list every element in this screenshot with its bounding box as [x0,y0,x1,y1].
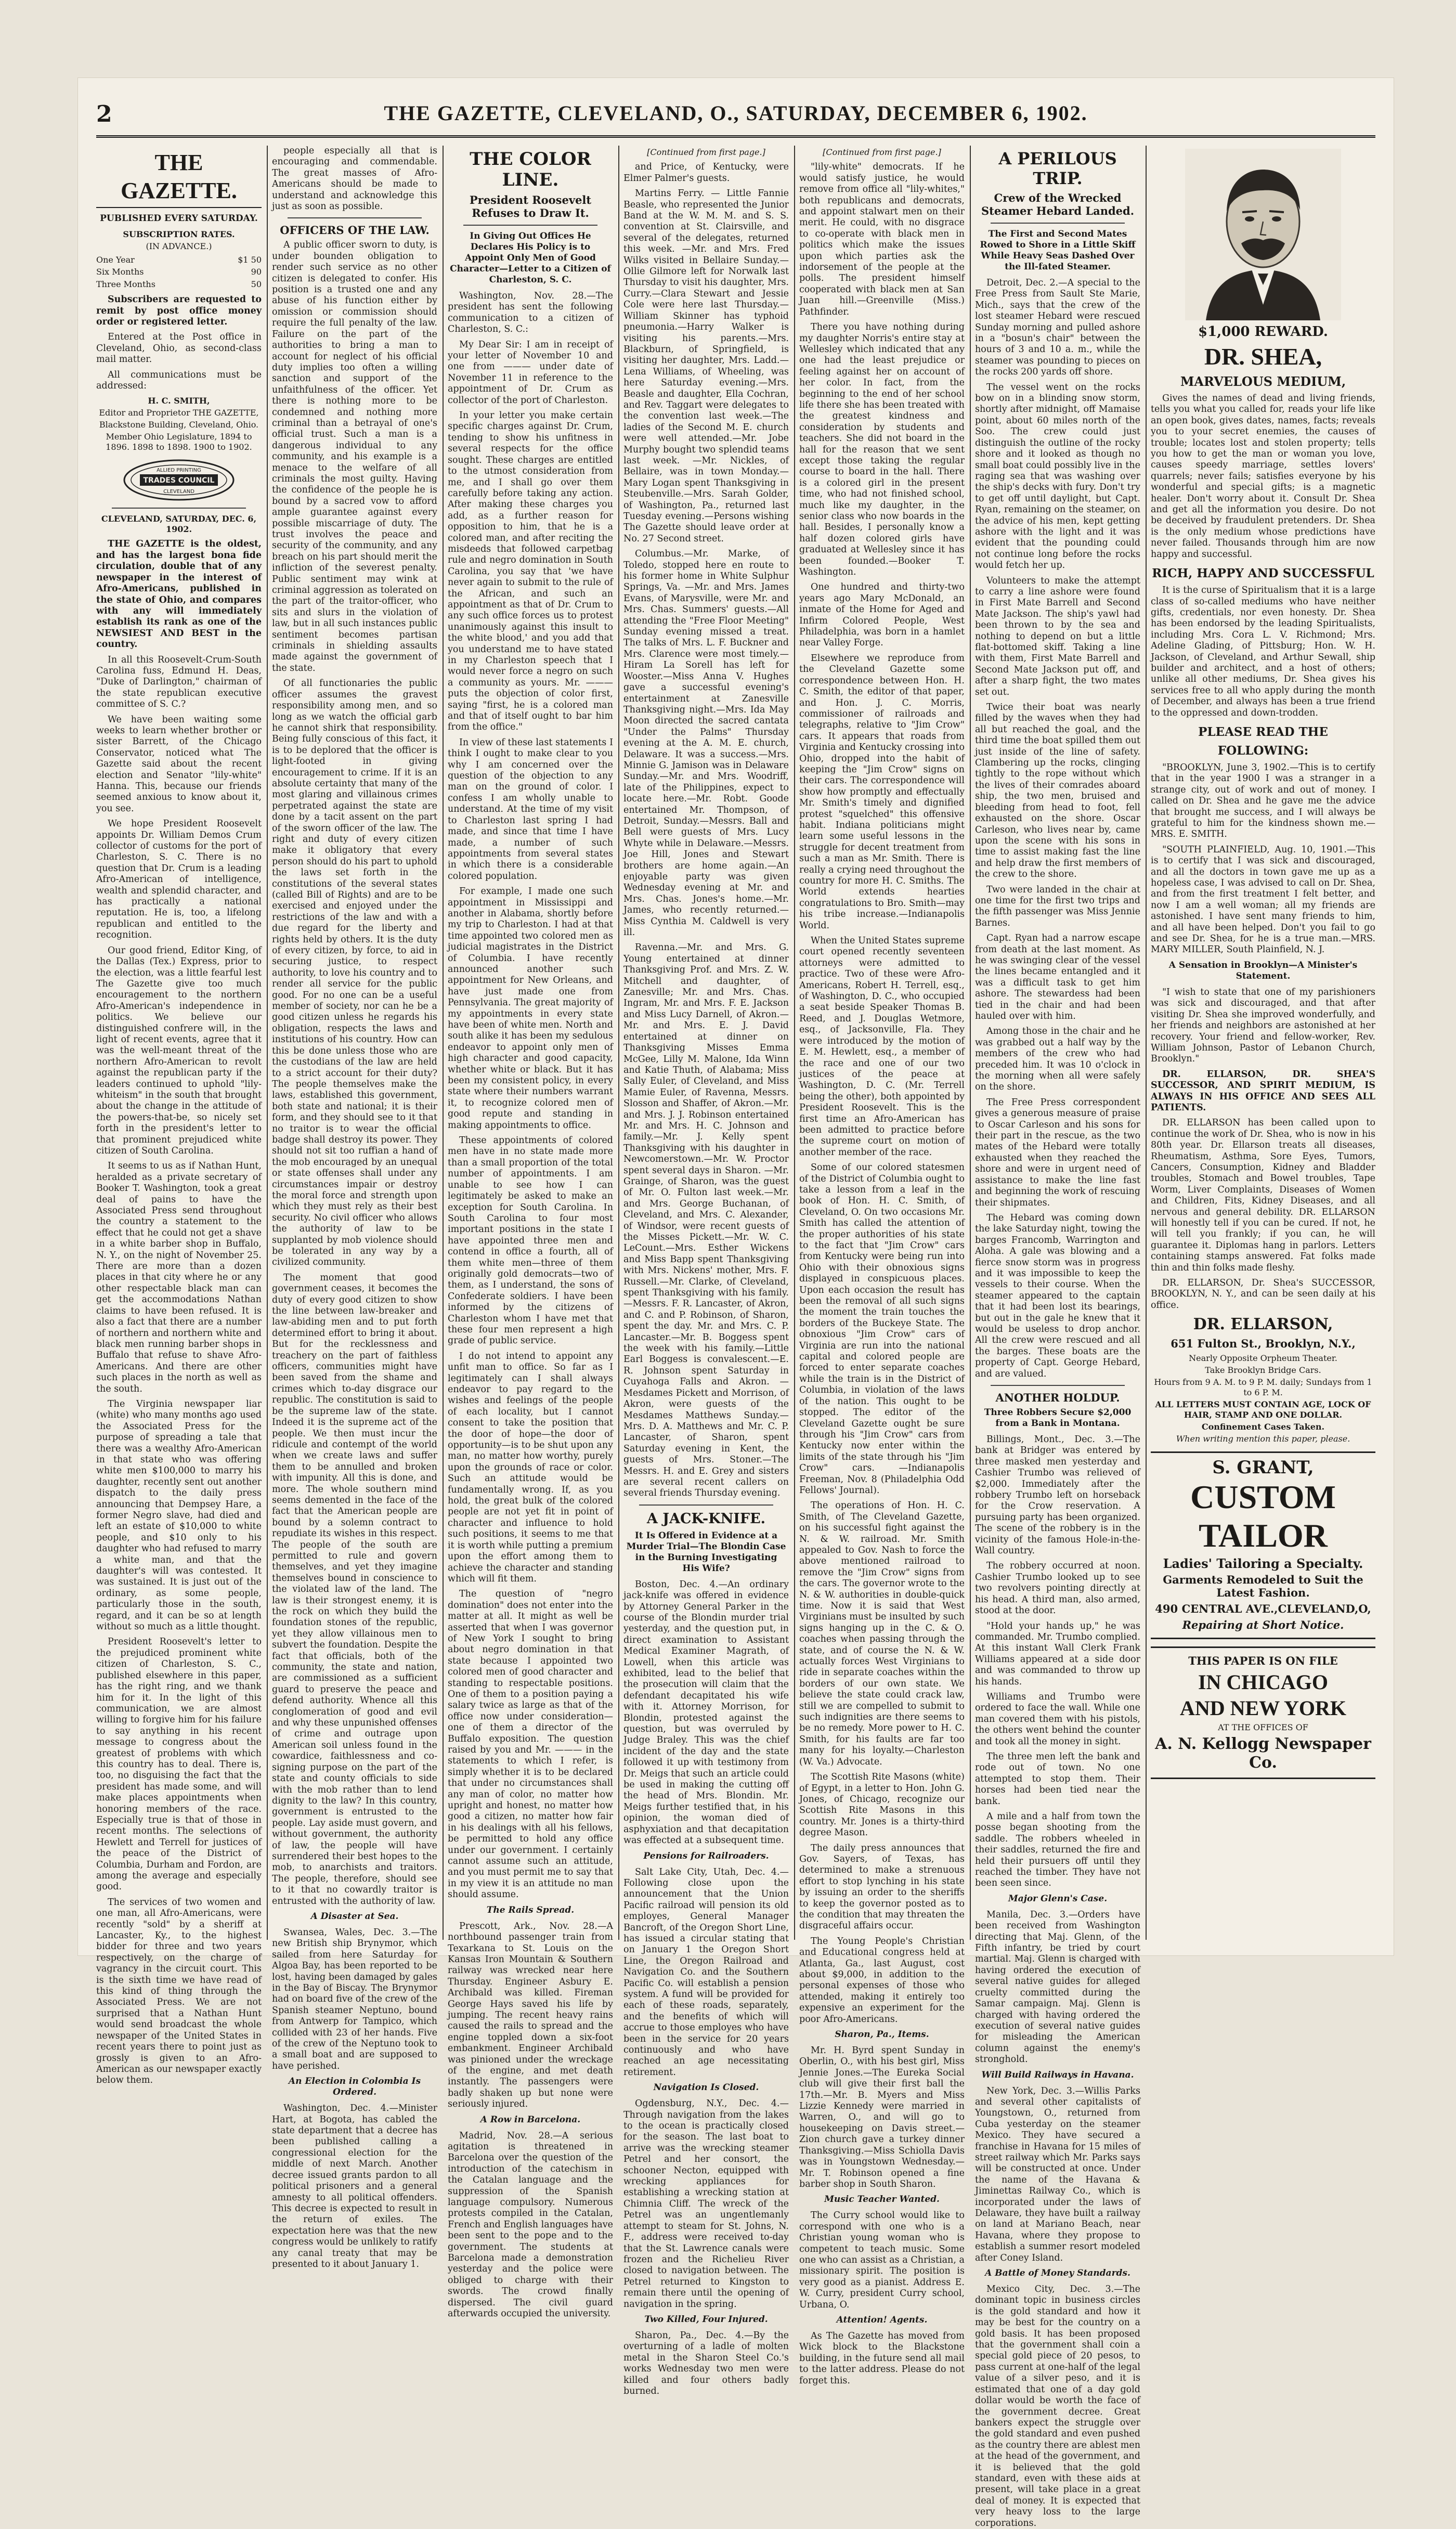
divider [288,217,422,218]
divider [991,223,1125,224]
color-line-subheading: President Roosevelt Refuses to Draw It. [469,193,592,219]
column-4 [623,146,789,2396]
sub-heading: Will Build Railways in Havana. [981,2069,1134,2080]
column-rule [618,146,619,1940]
ellarson-address: 651 Fulton St., Brooklyn, N.Y., [1171,1337,1356,1351]
article-paragraph: "lily-white" democrats. If he would satisfy justice, he would remove from office all "lily-whites," both republicans and democrats, and appoint stalwart men on their merit. He could, with no disgrace to co-operate with black men in politics which make the issues upon which parties ask the indorsement of the people at the polls. The president himself cooperated with black men at San Juan hill.—Greenville (Miss.) Pathfinder. [799,162,965,317]
article-paragraph: The robbery occurred at noon. Cashier Trumbo looked up to see two revolvers pointing directly at his head. A third man, also armed, stood at the door. [975,1561,1140,1616]
article-paragraph: Madrid, Nov. 28.—A serious agitation is threatened in Barcelona over the question of the introduction of the catechism in the Catalan language and the suppression of the Spanish language compulsory. Numerous protests compiled in the Catalan, French and English languages have been sent to the pope and to the government. The students at Barcelona made a demonstration yesterday and the police were obliged to charge with their swords. The crowd finally dispersed. The civil guard afterwards occupied the university. [448,2130,613,2319]
article-paragraph: These appointments of colored men have in no state made more than a small proportion of the total number of appointments. I am unable to see how I can legitimately be asked to make an exception for South Carolina. In South Carolina to four most important positions in the state I have appointed three men and contend in office a fourth, all of them white men—three of them originally gold democrats—two of them, as I understand, the sons of Confederate soldiers. I have been informed by the citizens of Charleston whom I have met that these four men represent a high grade of public service. [448,1135,613,1346]
sub-heading: Music Teacher Wanted. [824,2194,940,2205]
dr-shea-portrait [1185,149,1341,320]
article-paragraph: Mexico City, Dec. 3.—The dominant topic in business circles is the gold standard and how it may be best for the country on a gold basis. It has been proposed that the government shall coin a special gold piece of 20 pesos, to pass current at one-half of the legal value of a silver peso, and it is estimated that one of a day gold dollar would be worth the face of the government decree. Great bankers expect the struggle over the gold standard and even pushed as the country there are ablest men at the head of the government, and it is believed that the gold standard, even with these aids at present, will take place in a great deal of money. It is expected that very heavy loss to the large corporations. [975,2284,1140,2528]
color-line-deck: In Giving Out Offices He Declares His Policy is to Appoint Only Men of Good Character—Letter to a Citizen of Charleston, S. C. [450,231,611,285]
editor-title: Editor and Proprietor THE GAZETTE, [99,408,259,418]
mention-line: When writing mention this paper, please. [1176,1434,1350,1444]
article-paragraph: The Hebard was coming down the lake Saturday night, towing the barges Francomb, Warrington and Aloha. A gale was blowing and a fierce snow storm was in progress and it was impossible to keep the vessels to their course. When the steamer appeared to the captain that it had been lost its bearings, but out in the gale he knew that it would be useless to drop anchor. All the crew were rescued and all the barges. These boats are the property of Capt. George Hebard, and are valued. [975,1212,1140,1379]
rate-label: Six Months [96,267,144,277]
article-paragraph: New York, Dec. 3.—Willis Parks and several other capitalists of Youngstown, O., returned from Cuba yesterday on the steamer Mexico. They have secured a franchise in Havana for 15 miles of street railway which Mr. Parks says will be constructed at once. Under the name of the Havana & Jiminettas Railway Co., which is incorporated under the laws of Delaware, they have built a railway on land at Mariano Beach, near Havana, where they propose to establish a summer resort modeled after Coney Island. [975,2085,1140,2263]
article-paragraph: Washington, Nov. 28.—The president has sent the following communication to a citizen of Charleston, S. C.: [448,291,613,335]
remit-notice: Subscribers are requested to remit by post office money order or registered letter. [96,294,262,328]
sub-heading: Attention! Agents. [836,2314,928,2325]
article-paragraph: Ogdensburg, N.Y., Dec. 4.—Through navigation from the lakes to the ocean is practically closed for the season. The last boat to arrive was the wrecking steamer Petrel and her consort, the schooner Necton, equipped with wrecking appliances for establishing a wrecking station at Chimnia Cliff. The wreck of the Petrel was an ungentlemanly attempt to steam for St. Johns, N. F., address were received to-day that the St. Lawrence canals were frozen and the Richelieu River closed to navigation between. The Petrel returned to Kingston to remain there until the opening of navigation in the spring. [623,2098,789,2310]
rate-label: One Year [96,255,135,265]
article-paragraph: The question of "negro domination" does not enter into the matter at all. It might as well be asserted that when I was governor of New York I sought to bring about negro domination in that state because I appointed two colored men of good character and standing to respectable positions. One of them to a position paying a salary twice as large as that of the office now under consideration—one of them a director of the Buffalo exposition. The question raised by you and Mr. ——— in the statements to which I refer, is simply whether it is to be declared that under no circumstances shall any man of color, no matter how upright and honest, no matter how good a citizen, no matter how fair in his dealings with all his fellows, be permitted to hold any office under our government. I certainly cannot assume such an attitude, and you must permit me to say that in my view it is an attitude no man should assume. [448,1589,613,1900]
article-paragraph: A mile and a half from town the posse began shooting from the saddle. The robbers wheeled in their saddles, returned the fire and held their pursuers off until they reached the timber. They have not been seen since. [975,1811,1140,1889]
rate-value: $1 50 [238,255,262,265]
jack-knife-deck: It Is Offered in Evidence at a Murder Trial—The Blondin Case in the Burning Investigating His Wife? [626,1530,786,1574]
article-paragraph: Washington, Dec. 4.—Minister Hart, at Bogota, has cabled the state department that a decree has been published calling a congressional election for the middle of next March. Another decree issued grants pardon to all political prisoners and a general amnesty to all political offenders. This decree is expected to result in the return of exiles. The expectation here was that the new congress would be unlikely to ratify any canal treaty that may be presented to it about January 1. [272,2103,437,2269]
ad-paragraph: DR. ELLARSON, Dr. Shea's SUCCESSOR, BROOKLYN, N. Y., and can be seen daily at his office. [1151,1278,1375,1311]
article-paragraph: "Hold your hands up," he was commanded. Mr. Trumbo complied. At this instant Wall Clerk Frank Williams appeared at a side door and was commanded to throw up his hands. [975,1620,1140,1687]
column-rule [970,146,971,1940]
article-paragraph: Twice their boat was nearly filled by the waves when they had all but reached the goal, and the third time the boat spilled them out just inside of the line of safety. Clambering up the rocks, clinging tightly to the rope without which the lives of their comrades aboard ship, the two men, bruised and bleeding from head to foot, fell exhausted on the shore. Oscar Carleson, who lives near by, came upon the scene with his sons in time to assist making fast the line and help draw the first members of the crew to the shore. [975,702,1140,880]
entered-notice: Entered at the Post office in Cleveland, Ohio, as second-class mail matter. [96,332,262,365]
masthead-title: THE GAZETTE, CLEVELAND, O., SATURDAY, DECEMBER 6, 1902. [384,101,1088,125]
sub-heading: A Row in Barcelona. [480,2114,581,2125]
article-paragraph: My Dear Sir: I am in receipt of your letter of November 10 and one from ——— under date of November 11 in reference to the appointment of Dr. Crum as collector of the port of Charleston. [448,339,613,406]
emblem-top-text: ALLIED PRINTING [157,468,201,474]
dr-shea-name: DR. SHEA, [1204,343,1322,370]
article-paragraph: The Free Press correspondent gives a generous measure of praise to Oscar Carleson and his sons for their part in the rescue, as the two mates of the Hebard were totally exhausted when they reached the shore and were in urgent need of assistance to make the line fast and beginning the work of rescuing their shipmates. [975,1097,1140,1208]
article-paragraph: The vessel went on the rocks bow on in a blinding snow storm, shortly after midnight, off Mamaise point, about 60 miles north of the Soo. The crew could just distinguish the outline of the rocky shore and it looked as though no small boat could possibly live in the raging sea that was washing over the ship's decks with fury. Don't try to get off until daylight, but Capt. Ryan, remaining on the steamer, on the advice of his men, kept getting ashore with the light and it was evident that the pounding could not continue long before the rocks would fetch her up. [975,382,1140,571]
editorial-paragraphs [96,655,262,2086]
holdup-heading: ANOTHER HOLDUP. [995,1391,1120,1404]
page-number: 2 [96,101,112,127]
gazette-flag: THE GAZETTE. [96,149,262,208]
article-paragraph: Capt. Ryan had a narrow escape from death at the last moment. As he was swinging clear of the vessel the lines became entangled and it was a difficult task to get him ashore. The stewardess had been tied in the chair and had been hauled over with him. [975,933,1140,1021]
please-read-line: PLEASE READ THE FOLLOWING: [1198,724,1328,758]
sub-heading: Navigation Is Closed. [653,2082,759,2093]
divider [991,1385,1125,1386]
successor-notice: DR. ELLARSON, DR. SHEA'S SUCCESSOR, AND SPIRIT MEDIUM, IS ALWAYS IN HIS OFFICE AND SEES ALL PATIENTS. [1151,1069,1375,1113]
sub-heading: The Rails Spread. [486,1904,575,1915]
jack-knife-heading: A JACK-KNIFE. [646,1510,766,1527]
article-paragraph: Two were landed in the chair at one time for the first two trips and the fifth passenger was Miss Jennie Barnes. [975,884,1140,928]
sub-heading: Major Glenn's Case. [1008,1893,1108,1904]
article-paragraph: Of all functionaries the public officer assumes the gravest responsibility among men, and so long as we watch the official garb he cannot shirk that responsibility. Being fully conscious of this fact, it is to be deplored that the officer is light-footed in giving encouragement to crime. If it is an absolute certainty that many of the most glaring and villainous crimes perpetrated against the state are done by a tacit assent on the part of the sworn officer of the law. The right and duty of every citizen make it obligatory that every person should do his part to uphold the laws set forth in the constitutions of the several states (called Bill of Rights) and are to be exercised and enjoyed under the restrictions of the law and with a due regard for the liberty and rights held by others. It is the duty of every citizen, by force, to aid in securing justice, to respect authority, to love his country and to render all service for the public good. For no one can be a useful member of society, nor can he be a good citizen unless he regards his obligation, respects the laws and institutions of his country. How can this be done unless those who are the custodians of the law are held to a strict account for their duty? The people themselves make the laws, established this government, both state and national; it is their form, and they should see to it that no traitor is to wear the official badge shall destroy its power. They should not sit too ruffian a hand of the mob encouraged by an unequal or state offenses shall under any circumstances impair or destroy the moral force and strength upon which they must rely as their best security. No civil officer who allows the authority of law to be supplanted by mob violence should be tolerated in any way by a civilized community. [272,678,437,1268]
union-label-emblem [122,458,236,502]
sub-heading: Pensions for Railroaders. [643,1850,769,1861]
reward-line: $1,000 REWARD. [1198,324,1328,340]
dr-shea-title: MARVELOUS MEDIUM, [1180,374,1346,389]
column-3 [448,146,613,2319]
article-paragraph: Volunteers to make the attempt to carry a line ashore were found in First Mate Barrell and Second Mate Jackson. The ship's yawl had been thrown to by the sea and nothing to depend on but a little flat-bottomed skiff. Taking a line with them, First Mate Barrell and Second Mate Jackson put off, and after a sharp fight, the two mates set out. [975,575,1140,697]
tailor-word: TAILOR [1199,1517,1328,1554]
address-line: All communications must be addressed: [96,369,262,392]
editorial-paragraph: We have been waiting some weeks to learn whether brother or sister Barrett, of the Chicago Conservator, noticed what The Gazette said about the recent election and Senator "lily-white" Hanna. This, because our friends seemed anxious to know about it, you see. [96,714,262,814]
rates-row [96,278,262,290]
editorial-paragraph: We hope President Roosevelt appoints Dr. William Demos Crum collector of customs for the port of Charleston, S. C. There is no question that Dr. Crum is a leading Afro-American of intelligence, wealth and splendid character, and has practically a national reputation. He is, too, a lifelong republican and entitled to the recognition. [96,819,262,941]
ellarson-letters: ALL LETTERS MUST CONTAIN AGE, LOCK OF HAIR, STAMP AND ONE DOLLAR. [1155,1399,1371,1420]
article-paragraph: The operations of Hon. H. C. Smith, of The Cleveland Gazette, on his successful fight against the N. & W. railroad. Mr. Smith appealed to Gov. Nash to force the above mentioned railroad to remove the "Jim Crow" signs from the cars. The governor wrote to the N. & W. authorities in double-quick time. Now it is said that West Virginians must be insulted by such signs hanging up in the C. & O. coaches when passing through the state, and of course the N. & W. actually forces West Virginians to ride in separate coaches within the borders of our own state. We believe the state could crack law, still we are compelled to submit to such indignities are there seems to be no remedy. More power to H. C. Smith, for his faults are far too many for his loyalty.—Charleston (W. Va.) Advocate. [799,1500,965,1767]
article-paragraph: In view of these last statements I think I ought to make clear to you why I am concerned over the question of the objection to any man on the ground of color. I confess I am wholly unable to understand. At the time of my visit to Charleston last spring I had made, and since that time I have made, a number of such appointments from several states in which there is a considerable colored population. [448,737,613,881]
rate-label: Three Months [96,279,155,289]
article-paragraph: I do not intend to appoint any unfit man to office. So far as I legitimately can I shall always endeavor to pay regard to the wishes and feelings of the people of each locality, but I cannot consent to take the position that the door of hope—the door of opportunity—is to be shut upon any man, no matter how worthy, purely upon the grounds of race or color. Such an attitude would be fundamentally wrong. If, as you hold, the great bulk of the colored people are not yet fit in point of character and influence to hold such positions, it seems to me that it is worth while putting a premium upon the effort among them to achieve the character and standing which will fit them. [448,1351,613,1584]
tailor-custom: CUSTOM [1190,1479,1336,1516]
article-paragraph: When the United States supreme court opened recently seventeen attorneys were admitted to practice. Two of these were Afro-Americans, Robert H. Terrell, esq., of Washington, D. C., who occupied a seat beside Speaker Thomas B. Reed, and J. Douglas Wetmore, esq., of Jacksonville, Fla. They were introduced by the motion of E. M. Hewlett, esq., a member of the race and one of our two justices of the peace at Washington, D. C. (Mr. Terrell being the other), both appointed by President Roosevelt. This is the first time an Afro-American has been admitted to practice before the supreme court on motion of another member of the race. [799,936,965,1158]
kellogg-ad [1151,1646,1375,1779]
sub-heading: Two Killed, Four Injured. [644,2314,768,2325]
color-line-heading: THE COLOR LINE. [470,149,591,190]
article-paragraph: and Price, of Kentucky, were Elmer Palmer's guests. [623,162,789,184]
masthead [96,99,1375,138]
divider [463,225,597,226]
column-rule [267,146,268,1940]
officers-heading: OFFICERS OF THE LAW. [280,224,430,237]
article-paragraph: Boston, Dec. 4.—An ordinary jack-knife was offered in evidence by Attorney General Parker in the course of the Blondin murder trial yesterday, and the question put, in direct examination to Assistant Medical Examiner Magrath, of Lowell, when this article was exhibited, lead to the belief that the prosecution will claim that the defendant decapitated his wife with it. Attorney Morrison, for Blondin, protested against the question, but was overruled by Judge Braley. This was the chief incident of the day and the state followed it up with testimony from Dr. Meigs that such an article could be used in making the cutting off the head of Mrs. Blondin. Mr. Meigs further testified that, in his opinion, the woman died of asphyxiation and that decapitation was effected at a subsequent time. [623,1579,789,1846]
article-paragraph: As The Gazette has moved from Wick block to the Blackstone building, in the future send all mail to the latter address. Please do not forget this. [799,2330,965,2386]
column-2 [272,146,437,2269]
file-line-5: A. N. Kellogg Newspaper Co. [1155,1735,1371,1772]
sub-heading: A Battle of Money Standards. [985,2268,1130,2279]
holdup-deck: Three Robbers Secure $2,000 from a Bank in Montana. [984,1407,1132,1429]
column-rule [443,146,444,1940]
article-paragraph: Mr. H. Byrd spent Sunday in Oberlin, O., with his best girl, Miss Jennie Jones.—The Eureka Social club will give their first ball the 17th.—Mr. B. Myers and Miss Lizzie Kennedy were married in Warren, O., and will go to housekeeping on Davis street.—Zion church gave a turkey dinner Thanksgiving.—Miss Schiolla Davis was in Youngstown Wednesday.—Mr. T. Robinson opened a fine barber shop in South Sharon. [799,2045,965,2189]
article-paragraph: Salt Lake City, Utah, Dec. 4.—Following close upon the announcement that the Union Pacific railroad will pension its old employes, General Manager Bancroft, of the Oregon Short Line, has issued a circular stating that on January 1 the Oregon Short Line, the Oregon Railroad and Navigation Co. and the Southern Pacific Co. will establish a pension system. A fund will be provided for each of these roads, separately, and the benefits of which will accrue to those employes who have been in the service for 20 years continuously and who have reached an age necessitating retirement. [623,1866,789,2078]
article-paragraph: In your letter you make certain specific charges against Dr. Crum, tending to show his unfitness in several respects for the office sought. These charges are entitled to the utmost consideration from me, and I shall go over them carefully before taking any action. After making these charges you add, as a further reason for opposition to him, that he is a colored man, and after reciting the misdeeds that followed carpetbag rule and negro domination in South Carolina, you say that 'we have never again to submit to the rule of the African, and such an appointment as that of Dr. Crum to any such office forces us to protest unanimously against this insult to the white blood,' and you add that you understand me to have stated in my Charleston speech that I would never force a negro on such a community as yours. Mr. ——— puts the objection of color first, saying "first, he is a colored man and that of itself ought to bar him from the office." [448,410,613,733]
ellarson-name: DR. ELLARSON, [1193,1315,1333,1334]
editorial-paragraph: President Roosevelt's letter to the prejudiced prominent white citizen of Charleston, S. C., published elsewhere in this paper, has the right ring, and we thank him for it. In the light of this communication, we are almost willing to forgive him for his failure to say anything in his recent message to congress about the greatest of problems with which this country has to deal. There is, too, no disguising the fact that the president has made some, and will make places appointments when honoring members of the race. Especially true is that of those in recent months. The selections of Hewlett and Terrell for justices of the peace of the District of Columbia, Durham and Fordon, are among the average and especially good. [96,1637,262,1892]
divider [112,508,246,509]
file-line-1: THIS PAPER IS ON FILE [1188,1654,1338,1668]
sub-heading: A Disaster at Sea. [310,1911,399,1922]
emblem-bottom-text: CLEVELAND [163,489,194,495]
rate-value: 90 [251,267,262,277]
article-paragraph: The Young People's Christian and Educational congress held at Atlanta, Ga., last August, cost about $9,000, in addition to the personal expenses of those who attended, making it entirely too expensive an experiment for the poor Afro-Americans. [799,1936,965,2025]
emblem-center-text: TRADES COUNCIL [143,476,215,485]
article-paragraph: The three men left the bank and rode out of town. No one attempted to stop them. Their horses had been tied near the bank. [975,1751,1140,1807]
rates-title: SUBSCRIPTION RATES. [123,229,235,239]
tailor-specialty: Ladies' Tailoring a Specialty. [1163,1556,1363,1572]
perilous-trip-deck: The First and Second Mates Rowed to Shore in a Little Skiff While Heavy Seas Dashed Over the Ill-fated Steamer. [980,229,1136,272]
article-paragraph: Ravenna.—Mr. and Mrs. G. Young entertained at dinner Thanksgiving Prof. and Mrs. Z. W. Mitchell and daughter, of Zanesville; Mr. and Mrs. Chas. Ingram, Mr. and Mrs. F. E. Jackson and Miss Lucy Darnell, of Akron.—Mr. and Mrs. E. J. David entertained at dinner on Thanksgiving Misses Emma McGee, Lilly M. Malone, Ida Winn and Katie Thuth, of Alabama; Miss Sally Euler, of Cleveland, and Miss Mamie Euler, of Ravenna, Messrs. Slosson and Shaffer, of Akron.—Mr. and Mrs. J. J. Robinson entertained Mr. and Mrs. H. C. Johnson and family.—Mr. J. Kelly spent Thanksgiving with his daughter in Newcomerstown.—Mr. W. Proctor spent several days in Sharon. —Mr. Grainge, of Sharon, was the guest of Mr. O. Fulton last week.—Mr. and Mrs. George Buchanan, of Cleveland, and Mrs. C. Alexander, of Windsor, were recent guests of the Misses Pickett.—Mr. W. C. LeCount.—Mrs. Esther Wickens and Miss Bapp spent Thanksgiving with Mrs. Nickens' mother, Mrs. F. Russell.—Mr. Clarke, of Cleveland, spent Thanksgiving with his family.—Messrs. F. R. Lancaster, of Akron, and C. and P. Robinson, of Sharon, spent the day. Mr. and Mrs. C. P. Lancaster.—Mr. B. Boggess spent the week with his family.—Little Earl Boggess is convalescent.—E. R. Johnson spent Saturday in Cuyahoga Falls and Akron. —Mesdames Pickett and Morrison, of Akron, were guests of the Mesdames Matthews Sunday.—Mrs. D. A. Matthews and Mr. C. P. Lancaster, of Sharon, spent Saturday evening in Kent, the guests of Mrs. Stoner.—The Messrs. H. and E. Grey and sisters are several recent callers on several friends Thursday evening. [623,942,789,1499]
article-paragraph: Manila, Dec. 3.—Orders have been received from Washington directing that Maj. Glenn, of the Fifth infantry, be tried by court martial. Maj. Glenn is charged with having ordered the execution of several native guides for alleged cruelty committed during the Samar campaign. Maj. Glenn is charged with having ordered the execution of several native guides for misleading the American column against the enemy's stronghold. [975,1909,1140,2065]
dateline: CLEVELAND, SATURDAY, DEC. 6, 1902. [101,514,257,535]
ellarson-note: Nearly Opposite Orpheum Theater. [1189,1353,1337,1364]
article-paragraph: Prescott, Ark., Nov. 28.—A northbound passenger train from Texarkana to St. Louis on the Kansas Iron Mountain & Southern railway was wrecked near here Thursday. Engineer Asbury E. Archibald was killed. Fireman George Hays saved his life by jumping. The recent heavy rains caused the rails to spread and the engine toppled down a six-foot embankment. Engineer Archibald was pinioned under the wreckage of the engine, and met death instantly. The passengers were badly shaken up but none were seriously injured. [448,1921,613,2110]
tailor-ad [1151,1451,1375,1639]
article-paragraph: The moment that good government ceases, it becomes the duty of every good citizen to show the line between law-breaker and law-abiding men and to put forth determined effort to bring it about. But for the recklessness and treachery on the part of faithless officers, communities might have been saved from the shame and crimes which to-day disgrace our republic. The constitution is said to be the supreme law of the state. Indeed it is the supreme act of the people. We then must incur the ridicule and contempt of the world when we create laws and suffer them to be annulled and broken with impunity. All this is done, and more. The whole southern mind seems demented in the face of the fact that the American people are bound by a solemn contract to repudiate its wishes in this respect. The people of the south are permitted to rule and govern themselves, and yet they imagine themselves bound in conscience to the violated law of the land. The law is their strongest enemy, it is the rock on which they build the foundation stones of the republic, yet they allow villainous men to subvert the foundation. Despite the fact that officials, both of the community, the state and nation, are commissioned as a sufficient guard to preserve the peace and defend authority. Whence all this conglomeration of good and evil and why these unpunished offenses of crime and outrage upon American soil unless found in the cowardice, faithlessness and co-signing purpose on the part of the state and county officials to side with the mob rather than to lend dignity to the law? In this country, government is entrusted to the people. Lay aside must govern, and without government, the authority of law, the people will have surrendered their best hopes to the mob, to anarchists and traitors. The people, therefore, should see to it that no cowardly traitor is entrusted with the authority of law. [272,1272,437,1907]
editorial-paragraph: It seems to us as if Nathan Hunt, heralded as a private secretary of Booker T. Washington, took a great deal of pains to have the Associated Press send throughout the country a statement to the effect that he could not get a shave in a white barber shop in Buffalo, N. Y., on the night of November 25. There are more than a dozen places in that city where he or any other respectable black man can get the accommodations Nathan claims to have been refused. It is also a fact that there are a number of northern and northern white and black men running barber shops in Buffalo that refuse to shave Afro-Americans. And there are other such places in the north as well as the south. [96,1161,262,1394]
sub-heading: Sharon, Pa., Items. [835,2029,929,2040]
perilous-trip-heading: A PERILOUS TRIP. [998,149,1117,188]
article-paragraph: The Curry school would like to correspond with one who is a Christian young woman who is competent to teach music. Some one who can assist as a Christian, a missionary spirit. The position is very good as a pianist. Address E. W. Curry, president Curry school, Urbana, O. [799,2210,965,2310]
ad-paragraph: DR. ELLARSON has been called upon to continue the work of Dr. Shea, who is now in his 80th year. Dr. Ellarson treats all diseases, Rheumatism, Asthma, Sore Eyes, Tumors, Cancers, Consumption, Kidney and Bladder troubles, Stomach and Bowel troubles, Tape Worm, Liver Complaints, Diseases of Women and Children, Fits, Kidney Diseases, and all nervous and general debility. DR. ELLARSON will honestly tell if you can be cured. If not, he will tell you frankly; if you can, he will guarantee it. Diplomas hang in parlors. Letters containing stamps answered. Fat folks made thin and thin folks made fleshy. [1151,1118,1375,1273]
testimonial-heading: A Sensation in Brooklyn—A Minister's Statement. [1168,959,1358,981]
column-7-ads [1151,146,1375,1940]
columns [96,146,1375,2528]
tailor-name: S. GRANT, [1212,1457,1314,1479]
rates-table [96,254,262,290]
column-rule [1146,146,1147,1940]
column-rule [794,146,795,1940]
testimonial: "BROOKLYN, June 3, 1902.—This is to certify that in the year 1900 I was a stranger in a strange city, out of work and out of money. I called on Dr. Shea and he gave me the advice that brought me success, and I will always be grateful to him for the kindness shown me.—MRS. E. SMITH. [1151,762,1375,840]
published-line: PUBLISHED EVERY SATURDAY. [100,213,258,224]
article-paragraph: There you have nothing during my daughter Norris's entire stay at Wellesley which indicated that any one had the least prejudice or feeling against her on account of her color. In fact, from the beginning to the end of her school life there she has been treated with the greatest kindness and consideration by students and teachers. She did not board in the hall for the reason that we sent except those taking the regular course to board in the hall. There is a colored girl in the present time, who had not finished school, much like my daughter, in the senior class who now boards in the hall. Besides, I personally know a half dozen colored girls have graduated at Wellesley since it has been founded.—Booker T. Washington. [799,322,965,578]
column-5 [799,146,965,2386]
article-paragraph: Sharon, Pa., Dec. 4.—By the overturning of a ladle of molten metal in the Sharon Steel Co.'s works Wednesday two men were killed and four others badly burned. [623,2330,789,2396]
tailor-repairing: Repairing at Short Notice. [1182,1618,1344,1632]
article-paragraph: Among those in the chair and he was grabbed out a half way by the members of the crew who had preceded him. It was 10 o'clock in the morning when all were safely on the shore. [975,1026,1140,1093]
article-paragraph: Columbus.—Mr. Marke, of Toledo, stopped here en route to his former home in White Sulphur Springs, Va. —Mr. and Mrs. James Evans, of Marysville, were Mr. and Mrs. Chas. Summers' guests.—All attending the "Free Floor Meeting" Sunday evening missed a treat. The talks of Mrs. L. F. Buckner and Mrs. Clarence were most timely.—Hiram La Sorell has left for Wooster.—Miss Anna V. Hughes gave a successful evening's entertainment at Zanesville Thanksgiving night.—Mrs. Ida May Moon directed the sacred cantata "Under the Palms" Thursday evening at the A. M. E. church, Delaware. It was a success.—Mrs. Minnie G. Jamison was in Delaware Sunday.—Mr. and Mrs. Woodriff, late of the Philippines, expect to locate here.—Mr. Robt. Goode entertained Mr. Thompson, of Detroit, Sunday.—Messrs. Ball and Bell were guests of Mrs. Lucy Whyte while in Delaware.—Messrs. Joe Hill, Jones and Stewart brothers are home again.—An enjoyable party was given Wednesday evening at Mr. and Mrs. Chas. Jones's home.—Mr. James, who recently returned.—Miss Cynthia M. Caldwell is very ill. [623,549,789,938]
article-paragraph: Some of our colored statesmen of the District of Columbia ought to take a lesson from a leaf in the book of Hon. H. C. Smith, of Cleveland, O. On two occasions Mr. Smith has called the attention of the proper authorities of his state to the fact that "Jim Crow" cars from Kentucky were being run into Ohio with their obnoxious signs displayed in conspicuous places. Upon each occasion the result has been the removal of all such signs the moment the train touches the borders of the Buckeye State. The obnoxious "Jim Crow" cars of Virginia are run into the national capital and colored people are forced to enter separate coaches while the train is in the District of Columbia, in violation of the laws of the nation. This ought to be stopped. The editor of the Cleveland Gazette ought be sure through his "Jim Crow" cars from Kentucky now enter within the limits of the state through his "Jim Crow" cars. —Indianapolis Freeman, Nov. 8 (Philadelphia Odd Fellows' Journal). [799,1162,965,1496]
newspaper-page [78,78,1394,2528]
article-paragraph: Williams and Trumbo were ordered to face the wall. While one man covered them with his pistols, the others went behind the counter and took all the money in sight. [975,1691,1140,1747]
continued-note: [Continued from first page.] [823,147,941,157]
lead-paragraph: THE GAZETTE is the oldest, and has the largest bona fide circulation, double that of any newspaper in the interest of Afro-Americans, published in the state of Ohio, and compares with any will immediately establish its rank as one of the NEWSIEST AND BEST in the country. [96,539,262,650]
file-line-4: AT THE OFFICES OF [1218,1722,1308,1733]
article-paragraph: The Scottish Rite Masons (white) of Egypt, in a letter to Hon. John G. Jones, of Chicago, recognize our Scottish Rite Masons in this country. Mr. Jones is a thirty-third degree Mason. [799,1772,965,1838]
editor-legislature: Member Ohio Legislature, 1894 to 1896. 1898 to 1898. 1900 to 1902. [106,432,252,452]
ellarson-note2: Take Brooklyn Bridge Cars. [1205,1365,1321,1376]
divider [639,1505,773,1506]
article-paragraph: For example, I made one such appointment in Mississippi and another in Alabama, shortly before my trip to Charleston. I had at that time appointed two colored men as judicial magistrates in the District of Columbia. I have recently announced another such appointment for New Orleans, and have just made one from Pennsylvania. The great majority of my appointments in every state have been of white men. North and south alike it has been my sedulous endeavor to appoint only men of high character and good capacity, whether white or black. But it has been my consistent policy, in every state where their numbers warrant it, to recognize colored men of good repute and standing in making appointments to office. [448,886,613,1131]
rich-happy-line: RICH, HAPPY AND SUCCESSFUL [1152,566,1374,581]
article-paragraph: A public officer sworn to duty, is under bounden obligation to render such service as no other citizen is delegated to confer. His position is a trusted one and any abuse of his function either by omission or commission should require the full penalty of the law. Failure on the part of the authorities to bring a man to account for neglect of his official duty implies too often a willing sanction and support of the unfaithfulness of the officer. Yet there is nothing more to be condemned and nothing more criminal than a betrayal of one's official trust. Such a man is a dangerous individual to any community, and his example is a menace to the welfare of all criminals the most guilty. Having the confidence of the people he is bound by a sacred vow to afford ample guarantee against every possible miscarriage of duty. The trust involves the peace and security of the community, and any breach on his part should merit the infliction of the severest penalty. Public sentiment may wink at criminal aggression as tolerated on the part of the traitor-officer, who sits and slurs in the violation of law, but in all such instances public sentiment becomes partisan criminals in shielding assaults made against the government of the state. [272,240,437,673]
rates-row [96,266,262,278]
article-paragraph: Detroit, Dec. 2.—A special to the Free Press from Sault Ste Marie, Mich., says that the crew of the lost steamer Hebard were rescued Sunday morning and pulled ashore in a "bosun's chair" between the hours of 3 and 10 a. m., while the steamer was pounding to pieces on the rocks 200 yards off shore. [975,278,1140,378]
tailor-address: 490 CENTRAL AVE.,CLEVELAND,O, [1155,1602,1371,1616]
testimonial: "I wish to state that one of my parishioners was sick and discouraged, and that after visiting Dr. Shea she improved wonderfully, and her friends and neighbors are astonished at her recovery. Your friend and fellow-worker, Rev. William Johnson, Pastor of Lebanon Church, Brooklyn." [1151,987,1375,1065]
file-line-3: AND NEW YORK [1179,1696,1347,1720]
rates-row [96,254,262,266]
ellarson-cases: Confinement Cases Taken. [1201,1422,1325,1432]
editorial-paragraph: The Virginia newspaper liar (white) who many months ago used the Associated Press for the purpose of spreading a tale that there was a wealthy Afro-American in that state who was offering white men $100,000 to marry his daughter, recently sent out another dispatch to the daily press announcing that Dempsey Hare, a former Negro slave, had died and left an estate of $10,000 to white people, and $10 only to his daughter who had refused to marry a white man, and that the daughter's will was contested. It was sustained. It is just out of the ordinary, as some people, particularly those in the south, regard, and it can be so at length without so much as a little thought. [96,1398,262,1632]
perilous-trip-subheading: Crew of the Wrecked Steamer Hebard Landed. [981,191,1135,217]
editorial-paragraph: In all this Roosevelt-Crum-South Carolina fuss, Edmund H. Deas, "Duke of Darlington," chairman of the state republican executive committee of S. C.? [96,654,262,710]
article-paragraph: people especially all that is encouraging and commendable. The great masses of Afro-Americans should be made to understand and acknowledge this just as soon as possible. [272,146,437,212]
ad-paragraph: It is the curse of Spiritualism that it is a large class of so-called mediums who have neither gifts, credentials, nor even honesty. Dr. Shea has been endorsed by the leading Spiritualists, including Mrs. Cora L. V. Richmond; Mrs. Adeline Glading, of Pittsburg; Hon. W. H. Jackson, of Cleveland, and Arthur Sewall, ship builder and architect, and a host of others; unlike all other mediums, Dr. Shea gives his services free to all who apply during the month of December, and always has been a true friend to the oppressed and down-trodden. [1151,585,1375,718]
rates-note: (IN ADVANCE.) [146,241,212,251]
article-paragraph: One hundred and thirty-two years ago Mary McDonald, an inmate of the Home for Aged and Infirm Colored People, West Philadelphia, was born in a hamlet near Valley Forge. [799,582,965,649]
tailor-garments: Garments Remodeled to Suit the Latest Fashion. [1163,1573,1363,1600]
article-paragraph: Swansea, Wales, Dec. 3.—The new British ship Brynymor, which sailed from here Saturday for Algoa Bay, has been reported to be lost, having been damaged by gales in the Bay of Biscay. The Brynymor had on board five of the crew of the Spanish steamer Neptuno, bound from Antwerp for Tampico, which collided with 23 of her hands. Five of the crew of the Neptuno took to a small boat and are supposed to have perished. [272,1927,437,2071]
article-paragraph: The daily press announces that Gov. Sayers, of Texas, has determined to make a strenuous effort to stop lynching in his state by issuing an order to the sheriffs to keep the governor posted as to the condition that may threaten the disgraceful affairs occur. [799,1843,965,1931]
testimonial: "SOUTH PLAINFIELD, Aug. 10, 1901.—This is to certify that I was sick and discouraged, and all the doctors in town gave me up as a hopeless case, I was advised to call on Dr. Shea, and from the first treatment I felt better, and now I am a well woman; all my friends are astonished. I have sent many friends to him, and all have been helped. Don't you fail to go and see Dr. Shea, for he is a true man.—MRS. MARY MILLER, South Plainfield, N. J. [1151,844,1375,955]
file-line-2: IN CHICAGO [1198,1670,1329,1694]
column-6 [975,146,1140,2528]
editor-building: Blackstone Building, Cleveland, Ohio. [99,420,259,430]
rate-value: 50 [251,279,262,289]
editorial-paragraph: The services of two women and one man, all Afro-Americans, were recently "sold" by a sheriff at Lancaster, Ky., to the highest bidder for three and two years respectively, on the charge of vagrancy in the circuit court. This is the sixth time we have read of this kind of thing through the Associated Press. We are not surprised that a Nathan Hunt would send broadcast the whole newspaper of the United States in recent years there to point just as grossly is given to an Afro-American as our newspaper exactly below them. [96,1897,262,2086]
article-paragraph: Elsewhere we reproduce from the Cleveland Gazette some correspondence between Hon. H. C. Smith, the editor of that paper, and Hon. J. C. Morris, commissioner of railroads and telegraphs, relative to "Jim Crow" cars. It appears that roads from Virginia and Kentucky crossing into Ohio, dropped into the habit of keeping the "Jim Crow" signs on their cars. The correspondence will show how promptly and effectually Mr. Smith's timely and dignified protest "squelched" this offensive habit. Indiana politicians might learn some useful lessons in the struggle for decent treatment from such a man as Mr. Smith. There is really a crying need throughout the country for more H. C. Smiths. The World extends hearties congratulations to Bro. Smith—may his tribe increase.—Indianapolis World. [799,653,965,931]
article-paragraph: Martins Ferry. — Little Fannie Beasle, who represented the Junior Band at the W. M. M. and S. S. convention at St. Clairsville, and several of the delegates, returned this week. —Mr. and Mrs. Fred Wilks visited in Bellaire Sunday.—Ollie Gilmore left for Norwalk last Thursday to visit his daughter, Mrs. Curry.—Clara Stewart and Jessie Cole were here last Thursday.—William Skinner has typhoid pneumonia.—Harry Walker is visiting his parents.—Mrs. Blackburn, of Springfield, is visiting her daughter, Mrs. Ladd.—Lena Williams, of Wheeling, was here Saturday evening.—Mrs. Beasle and daughter, Ella Cochran, and Rev. Taggart were delegates to the convention last week.—The ladies of the Second M. E. church were well attended.—Mr. Jobe Murphy bought two splendid teams last week. —Mr. Nickles, of Bellaire, was in town Monday.—Mary Logan spent Thanksgiving in Steubenville.—Mrs. Sarah Golder, of Washington, Pa., returned last Tuesday evening.—Persons wishing The Gazette should leave order at No. 27 Second street. [623,188,789,544]
sub-heading: An Election in Colombia Is Ordered. [288,2076,421,2098]
column-1 [96,146,262,2086]
ellarson-hours: Hours from 9 A. M. to 9 P. M. daily; Sundays from 1 to 6 P. M. [1154,1377,1372,1398]
editor-name: H. C. SMITH, [148,396,210,406]
editorial-paragraph: Our good friend, Editor King, of the Dallas (Tex.) Express, prior to the election, was a little fearful lest The Gazette give too much encouragement to the northern Afro-American's independence in politics. We believe our distinguished confrere will, in the light of recent events, agree that it was the well-meant threat of the northern Afro-American to revolt against the republican party if the leaders continued to uphold "lily-whiteism" in the south that brought about the change in the attitude of the powers-that-be, so nicely set forth in the president's letter to that prominent prejudiced white citizen of South Carolina. [96,945,262,1156]
article-paragraph: Billings, Mont., Dec. 3.—The bank at Bridger was entered by three masked men yesterday and Cashier Trumbo was relieved of $2,000. Immediately after the robbery Trumbo left on horseback for the Crow reservation. A pursuing party has been organized. The scene of the robbery is in the vicinity of the famous Hole-in-the-Wall country. [975,1434,1140,1557]
continued-note: [Continued from first page.] [647,147,765,157]
ad-paragraph: Gives the names of dead and living friends, tells you what you called for, reads your life like an open book, gives dates, names, facts; reveals you to your secret enemies, the causes of trouble; locates lost and stolen property; tells you how to get the man or woman you love, causes speedy marriage, settles lovers' quarrels; never fails; satisfies everyone by his wonderful and special gifts; is a magnetic healer. Don't worry about it. Consult Dr. Shea and get all the information you desire. Do not be deceived by fraudulent pretenders. Dr. Shea is the only medium whose predictions have never failed. Thousands through him are now happy and successful. [1151,393,1375,560]
